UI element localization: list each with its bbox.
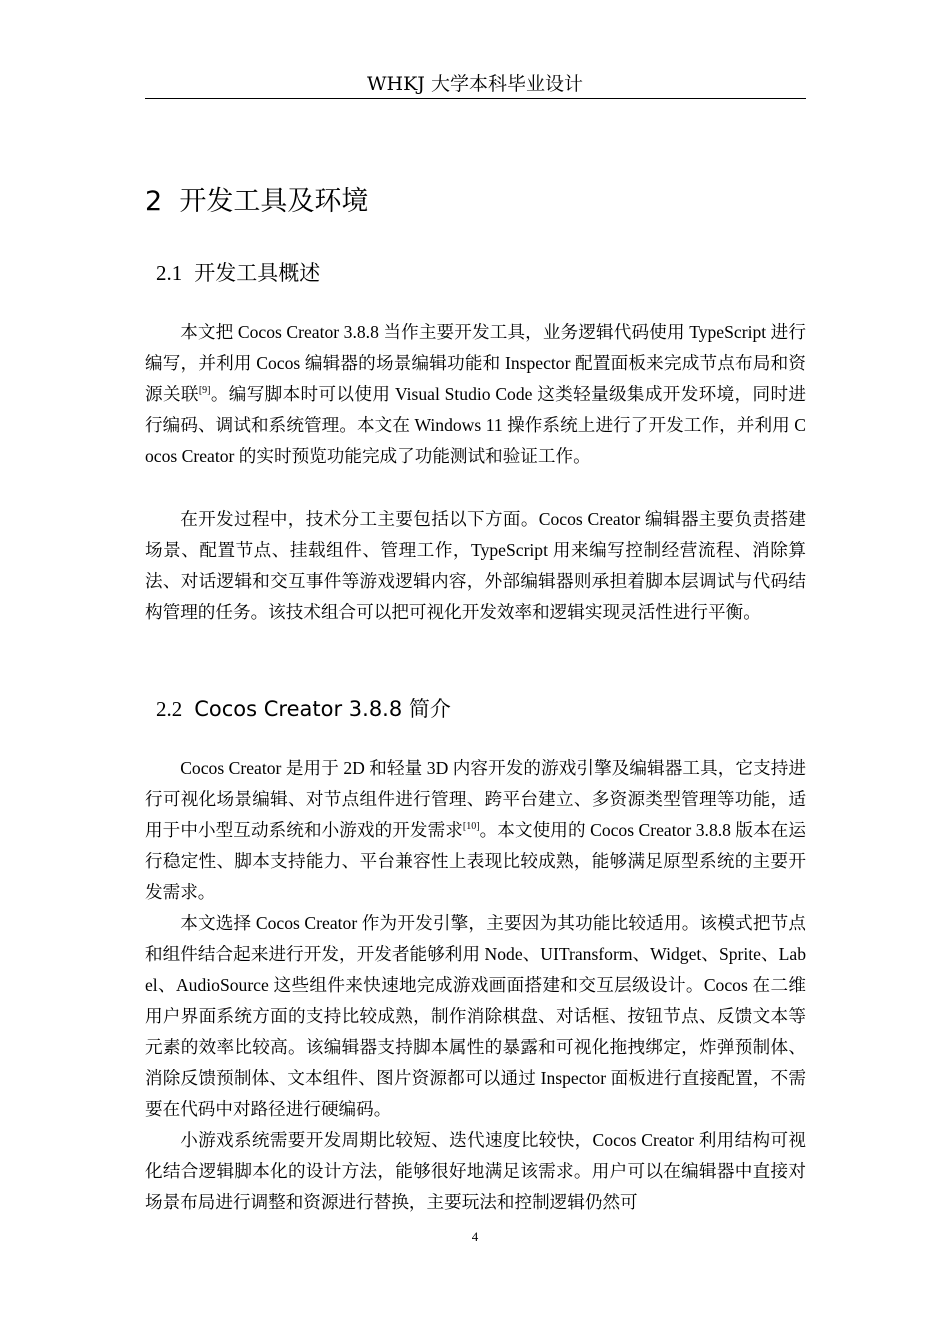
paragraph-text: 本文把 Cocos Creator 3.8.8 当作主要开发工具，业务逻辑代码使用 TypeScript 进行编写，并利用 Cocos 编辑器的场景编辑功能和 Inspector 配置面板来完成节点布局和资源关联 bbox=[145, 322, 806, 404]
section-title: Cocos Creator 3.8.8 简介 bbox=[194, 697, 451, 721]
paragraph bbox=[145, 504, 806, 628]
chapter-number: 2 bbox=[145, 186, 163, 217]
chapter-heading bbox=[145, 183, 368, 221]
paragraph bbox=[145, 317, 806, 472]
section-number: 2.2 bbox=[156, 697, 183, 721]
section-heading-2-1 bbox=[156, 258, 320, 288]
page-number: 4 bbox=[471, 1229, 479, 1244]
paragraph-text: 小游戏系统需要开发周期比较短、迭代速度比较快，Cocos Creator 利用结构可视化结合逻辑脚本化的设计方法，能够很好地满足该需求。用户可以在编辑器中直接对场景布局进行调整和资源进行替换，主要玩法和控制逻辑仍然可 bbox=[145, 1130, 806, 1212]
section-number: 2.1 bbox=[156, 261, 183, 285]
paragraph bbox=[145, 1125, 806, 1218]
paragraph bbox=[145, 908, 806, 1125]
citation-ref[interactable]: [10] bbox=[462, 821, 480, 833]
citation-ref[interactable]: [9] bbox=[198, 385, 211, 397]
chapter-title: 开发工具及环境 bbox=[179, 186, 369, 217]
paragraph bbox=[145, 753, 806, 908]
paragraph-text: 本文选择 Cocos Creator 作为开发引擎，主要因为其功能比较适用。该模式把节点和组件结合起来进行开发，开发者能够利用 Node、UITransform、Widget、Sprite、Label、AudioSource 这些组件来快速地完成游戏画面搭建和交互层级设计。Cocos 在二维用户界面系统方面的支持比较成熟，制作消除棋盘、对话框、按钮节点、反馈文本等元素的效率比较高。该编辑器支持脚本属性的暴露和可视化拖拽绑定，炸弹预制体、消除反馈预制体、文本组件、图片资源都可以通过 Inspector 面板进行直接配置，不需要在代码中对路径进行硬编码。 bbox=[145, 913, 806, 1119]
header-rule bbox=[145, 98, 806, 99]
paragraph-text: 。编写脚本时可以使用 Visual Studio Code 这类轻量级集成开发环境，同时进行编码、调试和系统管理。本文在 Windows 11 操作系统上进行了开发工作，并利用 Cocos Creator 的实时预览功能完成了功能测试和验证工作。 bbox=[145, 384, 806, 466]
section-heading-2-2 bbox=[156, 694, 451, 724]
paragraph-text: 在开发过程中，技术分工主要包括以下方面。Cocos Creator 编辑器主要负责搭建场景、配置节点、挂载组件、管理工作，TypeScript 用来编写控制经营流程、消除算法、对话逻辑和交互事件等游戏逻辑内容，外部编辑器则承担着脚本层调试与代码结构管理的任务。该技术组合可以把可视化开发效率和逻辑实现灵活性进行平衡。 bbox=[145, 509, 806, 622]
running-header: WHKJ 大学本科毕业设计 bbox=[367, 73, 583, 95]
paragraph-text: Cocos Creator 是用于 2D 和轻量 3D 内容开发的游戏引擎及编辑器工具，它支持进行可视化场景编辑、对节点组件进行管理、跨平台建立、多资源类型管理等功能，适用于中小型互动系统和小游戏的开发需求 bbox=[145, 758, 806, 840]
paragraph-text: 。本文使用的 Cocos Creator 3.8.8 版本在运行稳定性、脚本支持能力、平台兼容性上表现比较成熟，能够满足原型系统的主要开发需求。 bbox=[145, 820, 806, 902]
section-title: 开发工具概述 bbox=[194, 261, 321, 285]
